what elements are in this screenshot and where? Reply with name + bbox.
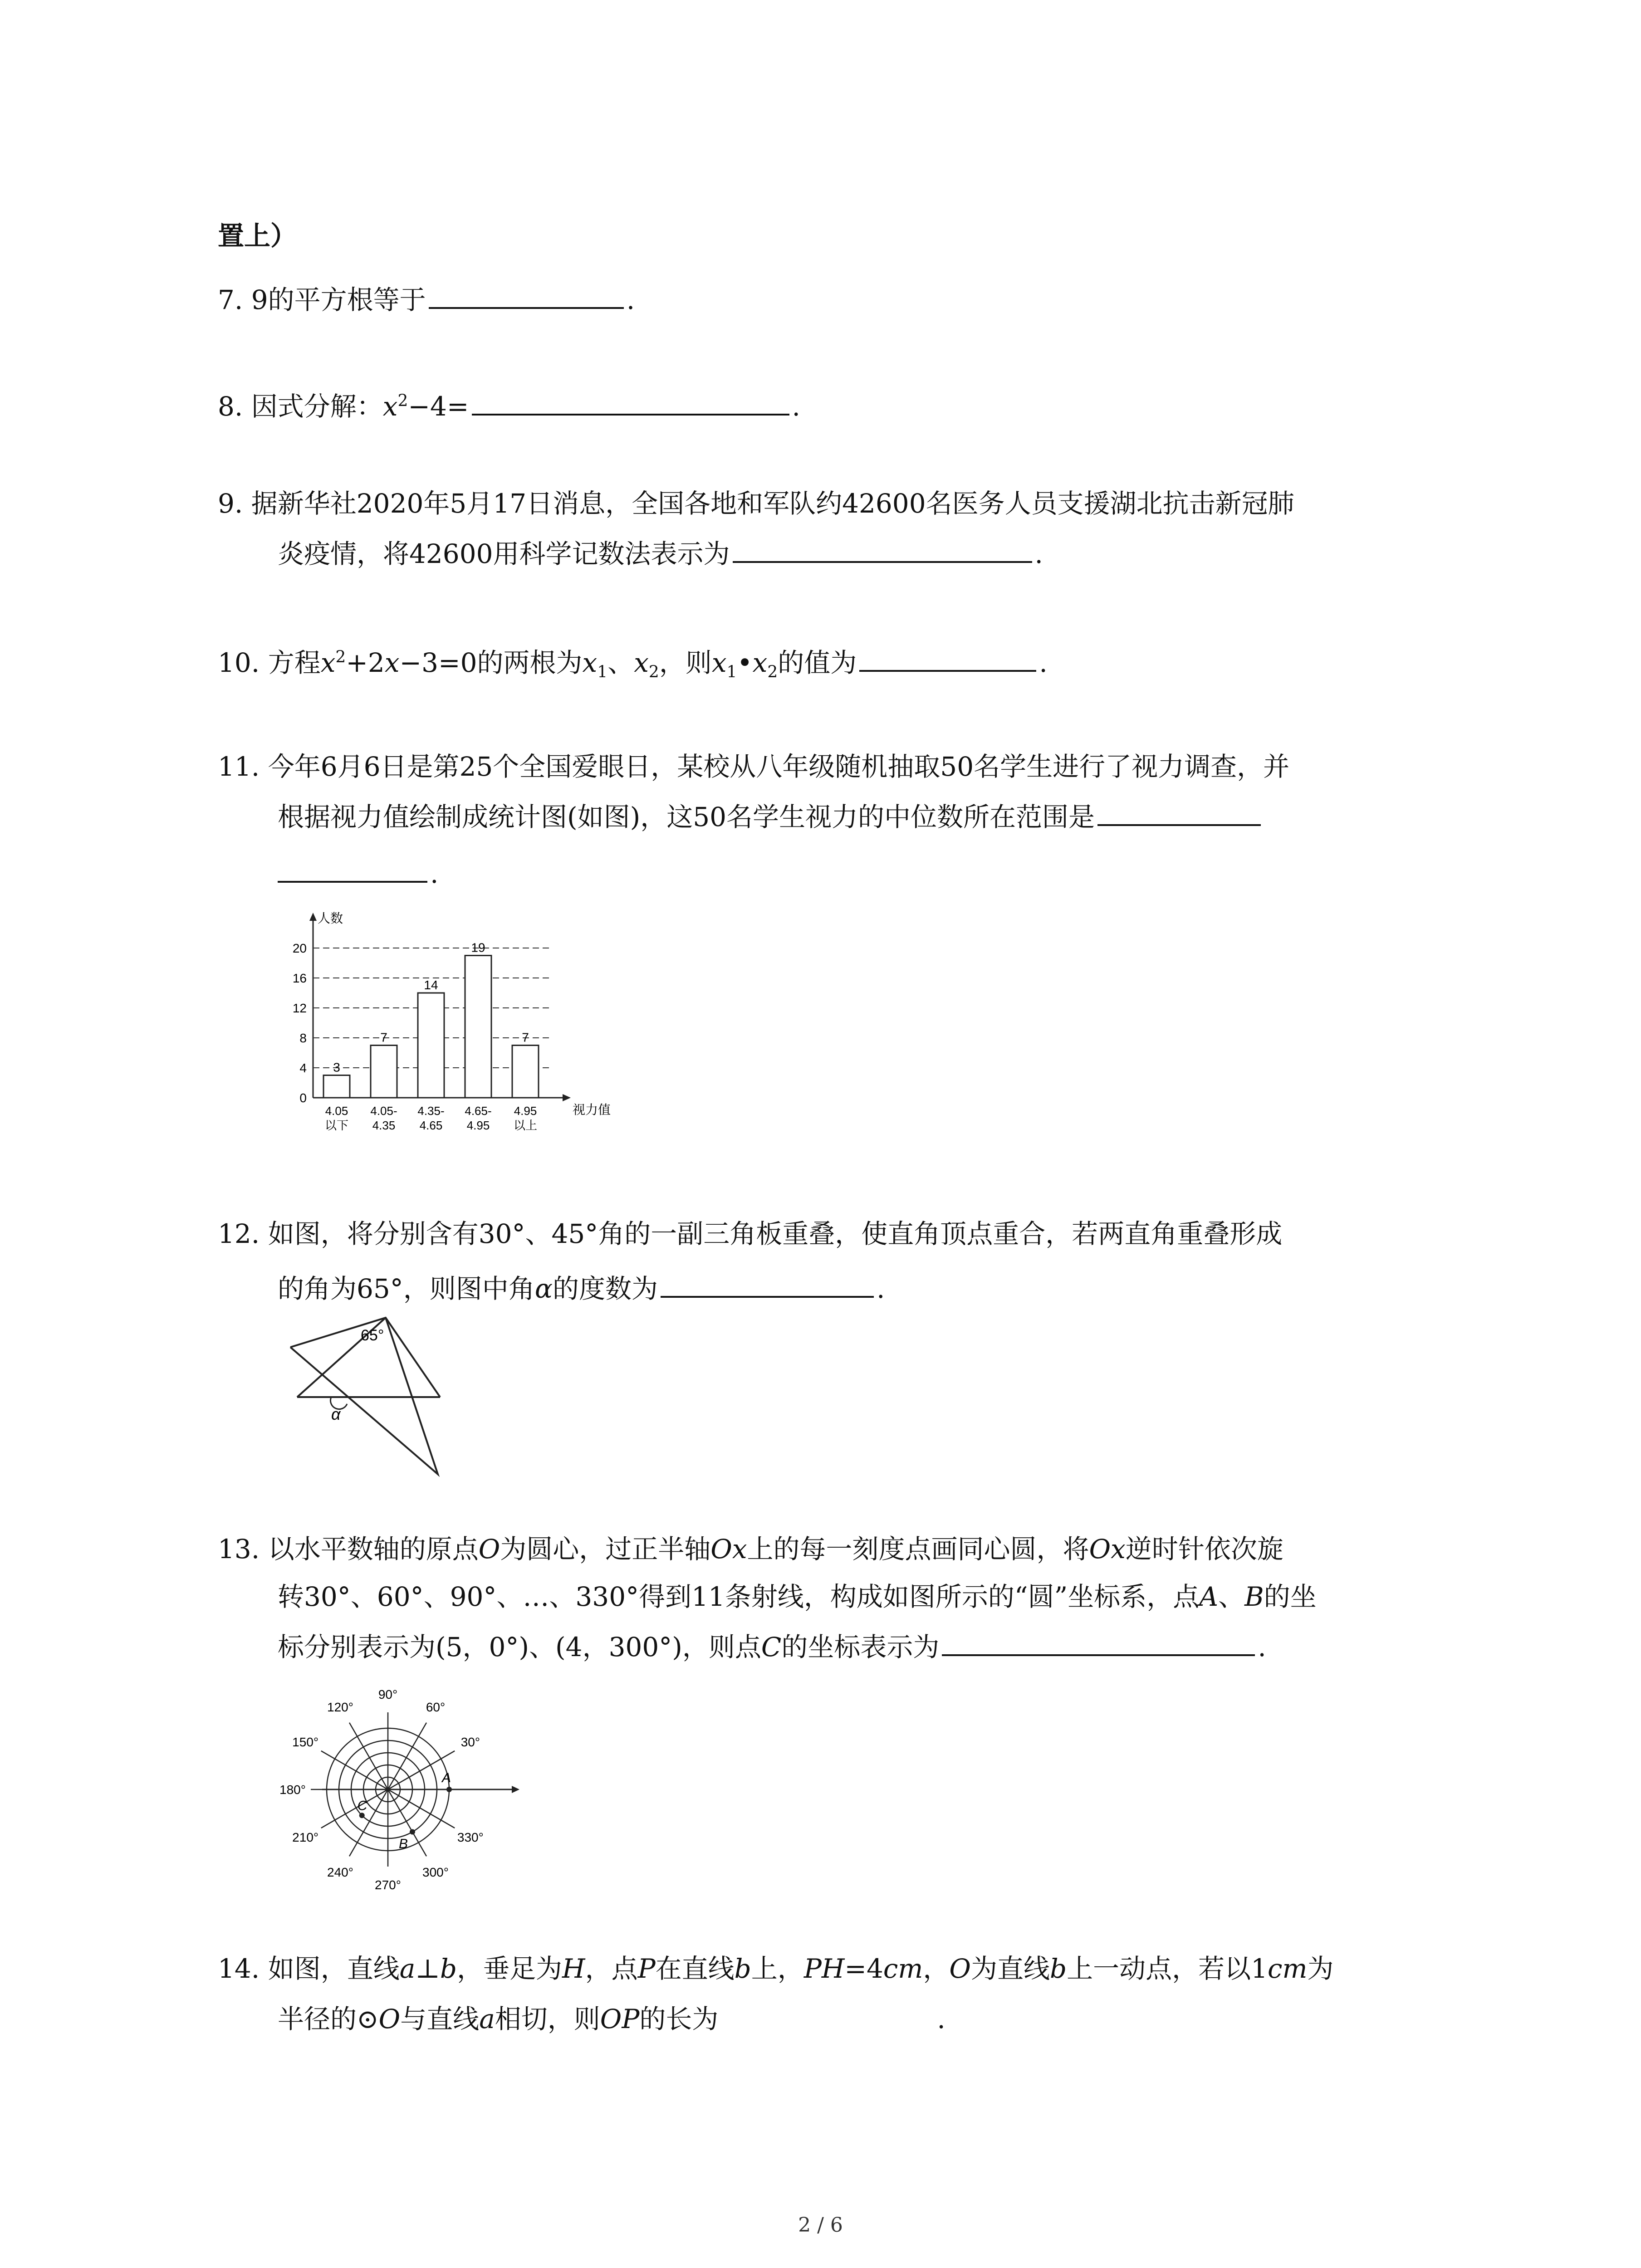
- bar-value-label: 7: [380, 1030, 387, 1045]
- question-13-line3: 标分别表示为(5，0°)、(4，300°)，则点C的坐标表示为 .: [278, 1626, 1266, 1665]
- x-tick-label: 以上: [513, 1119, 538, 1132]
- answer-blank-11b[interactable]: [278, 853, 427, 883]
- question-7: 7. 9的平方根等于 .: [218, 279, 635, 318]
- bar: [512, 1046, 539, 1098]
- angle-label: 270°: [375, 1878, 401, 1892]
- answer-blank-11a[interactable]: [1097, 796, 1261, 826]
- y-tick-label: 16: [292, 971, 307, 985]
- point-label: B: [399, 1836, 408, 1852]
- y-axis-label: 人数: [318, 911, 343, 925]
- ray: [388, 1789, 455, 1828]
- vision-bar-chart: [272, 889, 617, 1152]
- answer-blank-13[interactable]: [942, 1626, 1255, 1656]
- angle-label: 90°: [378, 1687, 398, 1701]
- polar-coordinate-figure: [272, 1674, 535, 1910]
- bar: [418, 993, 444, 1098]
- x-tick-label: 4.05: [325, 1104, 348, 1118]
- answer-blank-7[interactable]: [429, 279, 624, 309]
- question-11: 11. 今年6月6日是第25个全国爱眼日，某校从八年级随机抽取50名学生进行了视力调查，并: [218, 751, 1290, 782]
- answer-blank-8[interactable]: [472, 386, 789, 415]
- y-tick-label: 20: [292, 941, 307, 955]
- y-tick-label: 0: [299, 1091, 307, 1105]
- angle-label: 300°: [422, 1865, 449, 1879]
- angle-label: 180°: [279, 1783, 306, 1797]
- y-tick-label: 8: [299, 1031, 307, 1045]
- question-10: 10. 方程$x^2+2x-3=0$的两根为$x_1$、$x_2$，则$x_1•x_2$的值为 .: [218, 642, 1048, 681]
- x-tick-label: 4.35: [372, 1119, 396, 1132]
- question-11-line2: 根据视力值绘制成统计图(如图)，这50名学生视力的中位数所在范围是: [278, 796, 1264, 835]
- x-tick-label: 以下: [324, 1119, 349, 1132]
- bar-value-label: 19: [471, 940, 485, 955]
- angle-label: 30°: [460, 1735, 480, 1749]
- alpha-label: α: [331, 1405, 341, 1423]
- answer-blank-14[interactable]: [721, 1998, 934, 2028]
- ray: [321, 1751, 388, 1789]
- ray: [349, 1789, 388, 1856]
- point-label: C: [357, 1798, 367, 1813]
- angle-label: 120°: [327, 1700, 353, 1715]
- x-tick-label: 4.65-: [465, 1104, 492, 1118]
- bar: [323, 1075, 350, 1098]
- point-marker: [446, 1787, 452, 1792]
- angle-label: 240°: [327, 1865, 353, 1879]
- bar-value-label: 14: [424, 978, 438, 992]
- x-tick-label: 4.95: [514, 1104, 537, 1118]
- ray: [321, 1789, 388, 1828]
- point-label: A: [442, 1770, 451, 1785]
- question-12-line2: 的角为65°，则图中角α的度数为 .: [278, 1268, 885, 1307]
- x-tick-label: 4.65: [419, 1119, 443, 1132]
- question-14-line2: 半径的⊙O与直线a相切，则OP的长为 .: [278, 1998, 945, 2037]
- page-number: 2 / 6: [798, 2214, 843, 2237]
- answer-blank-12[interactable]: [661, 1268, 874, 1298]
- point-marker: [359, 1813, 365, 1818]
- bar: [371, 1046, 397, 1098]
- x-axis-label: 视力值: [573, 1103, 611, 1117]
- ray: [349, 1723, 388, 1789]
- answer-blank-9[interactable]: [733, 533, 1032, 563]
- y-tick-label: 4: [299, 1061, 307, 1075]
- question-8: 8. 因式分解：$x^2-4=$ .: [218, 386, 800, 425]
- angle-label: 150°: [292, 1735, 319, 1749]
- bar: [465, 956, 491, 1098]
- bar-value-label: 3: [333, 1060, 340, 1075]
- answer-blank-10[interactable]: [859, 642, 1036, 672]
- header-fragment: 置上）: [218, 220, 297, 251]
- y-axis-arrow: [309, 913, 317, 921]
- x-tick-label: 4.35-: [417, 1104, 445, 1118]
- angle-65-label: 65°: [361, 1327, 384, 1344]
- ray: [388, 1723, 426, 1789]
- y-tick-label: 12: [292, 1001, 307, 1015]
- x-tick-label: 4.95: [466, 1119, 490, 1132]
- point-marker: [410, 1829, 415, 1835]
- x-axis-arrow: [563, 1094, 571, 1101]
- question-14: 14. 如图，直线a⊥b，垂足为H，点P在直线b上，PH=4cm，O为直线b上一动点，若以1cm为: [218, 1953, 1334, 1984]
- angle-label: 60°: [426, 1700, 446, 1715]
- question-9: 9. 据新华社2020年5月17日消息，全国各地和军队约42600名医务人员支援湖北抗击新冠肺: [218, 488, 1294, 519]
- angle-label: 330°: [457, 1830, 484, 1844]
- x-tick-label: 4.05-: [370, 1104, 397, 1118]
- question-11-line3: .: [278, 853, 438, 892]
- question-12: 12. 如图，将分别含有30°、45°角的一副三角板重叠，使直角顶点重合，若两直角重叠形成: [218, 1218, 1283, 1249]
- bar-value-label: 7: [522, 1030, 529, 1045]
- question-9-line2: 炎疫情，将42600用科学记数法表示为 .: [278, 533, 1043, 572]
- triangle-overlap-figure: [272, 1311, 481, 1492]
- angle-label: 210°: [292, 1830, 319, 1844]
- question-13-line2: 转30°、60°、90°、…、330°得到11条射线，构成如图所示的“圆”坐标系，点A、B的坐: [278, 1581, 1317, 1612]
- question-13: 13. 以水平数轴的原点O为圆心，过正半轴Ox上的每一刻度点画同心圆，将Ox逆时针依次旋: [218, 1534, 1283, 1564]
- x-axis-arrow: [512, 1786, 519, 1793]
